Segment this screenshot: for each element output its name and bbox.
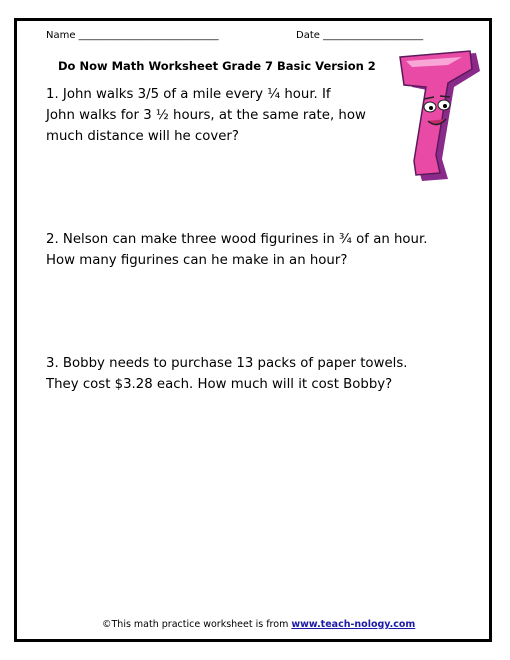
footer-text: ©This math practice worksheet is from [102,619,292,630]
date-field: Date ____________________ [296,30,424,41]
number-seven-character-icon [392,47,482,182]
footer-credit [102,619,415,630]
question-3: 3. Bobby needs to purchase 13 packs of paper towels. They cost $3.28 each. How much will it cost Bobby? [46,356,408,392]
question-2: 2. Nelson can make three wood figurines in ¾ of an hour. How many figurines can he make in an hour? [46,232,428,268]
worksheet-title: Do Now Math Worksheet Grade 7 Basic Version 2 [58,59,376,73]
name-field: Name ____________________________ [46,30,219,41]
question-1: 1. John walks 3/5 of a mile every ¼ hour. If John walks for 3 ½ hours, at the same rate, how much distance will he cover? [46,87,366,144]
footer-link[interactable]: www.teach-nology.com [291,619,416,630]
header-fields [46,30,424,41]
